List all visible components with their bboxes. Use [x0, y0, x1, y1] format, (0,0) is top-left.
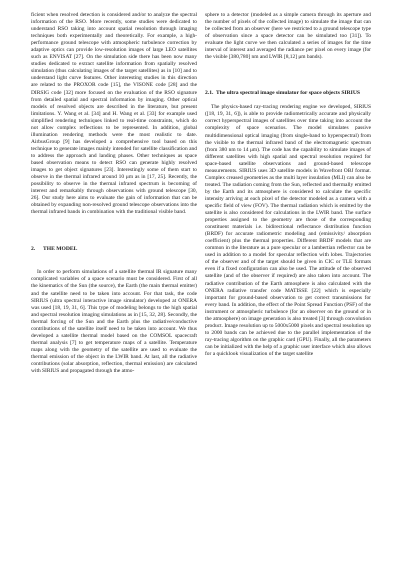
section-2-number: 2. — [31, 246, 36, 253]
left-column — [31, 12, 197, 375]
right-paragraph-2: The physics-based ray-tracing rendering engine we developed, SIRIUS ([18, 19, 31, 6]), is able to provide radiometrically accurate and physically correct hyperspectral images of satellites over time taking into account the complexity of space scenarios. The model simulates passive multidimensional optical imaging (from single-band to hyperspectral) from the visible to the thermal infrared band of the electromagnetic spectrum (from 380 nm to 14 μm). The code has the capability to simulate images of different satellites with high spatial and spectral resolution required for space-based satellite observations and ground-based telescope measurements. SIRIUS uses 3D satellite models in Wavefront OBJ format. Complex creased geometries as the multi layer insulation (MLI) can also be treated. The radiation coming from the Sun, reflected and thermally emitted by the Earth and its atmosphere is considered to calculate the specific intensity arriving at each pixel of the detector modeled as a camera with a specific field of view (FOV). The thermal radiation which is emitted by the satellite is also considered for calculations in the LWIR band. The surface properties assigned to the geometry are those of the corresponding constituent materials i.e. bidirectional reflectance distribution function (BRDF) for accurate radiometric modeling and (emissivity/ absorption coefficient) plus the thermal properties. Different BRDF models that are common in the literature as a pure specular or a lambertian reflector can be used in addition to a model for specular reflection with lobes. Trajectories of the observer and of the target should be given in CIC or TLE formats even if a fixed configuration can also be used. The attitude of the observed satellite (and of the observer if required) are also taken into account. The radiative contribution of the Earth atmosphere is also calculated with the ONERA radiative transfer code MATISSE [22] which is especially important for ground-based observation to get correct transmissions for every band. In addition, the effect of the Point Spread Function (PSF) of the instrument or atmospheric turbulence (for an observer on the ground or in the atmosphere) on image generation is also treated [3] through convolution product. Image resolution up to 5000x5000 pixels and spectral resolution up to 2000 bands can be achieved due to the parallel implementation of the ray-tracing algorithm on the graphic card (GPU). Finally, all the parameters can be initialized with the help of a graphic user interface which also allows for a quicklook visualization of the target satellite — [205, 104, 371, 357]
section-2-heading — [31, 246, 197, 253]
right-paragraph-1: sphere to a detector (modeled as a simple camera through its aperture and the number of pixels of the collected image) to simulate the image that can be collected from an observer (here we restricted to a ground telescope type of observation since a space detector can be simulated too [31]). To evaluate the light curve we then calculated a series of images for the time interval of interest and averaged the radiance per pixel on every image (for the visible [380,780] nm and LWIR [8,12] μm bands). — [205, 12, 371, 61]
section-2-title: THE MODEL — [43, 246, 78, 253]
left-paragraph-1: ficient when resolved detection is considered and/or to analyze the spectral information of the RSO. More recently, some studies were dedicated to understand RSO taking into account spatial resolution through imaging techniques both experimentally and theoretically. For example, a high-performance ground telescope with atmospheric turbulence correction by adaptive optics can provide low-resolution images of large LEO satellites such as ENVISAT [27]. On the simulation side there has been now many studies dedicated to extract satellite information from spatially resolved simulation (thus calculating images of the target satellites) as in [10] and to understand light curve features. Other interesting studies in this direction are related to the PROXOR code [15], the VISONE code [28] and the DIRSIG code [32] more focused on the evaluation of the RSO signature from detailed spatial and spectral information by imaging. Other optical models of resolved objects are described in the literature, but present limitations. Y. Wang et al. [34] and H. Wang et al. [33] for example used simplified rendering techniques linked to real-time constraints, which do not allow complex reflections to be represented. In addition, global illumination rendering methods were the most realistic to date. AirbusGroup [9] has developed a comprehensive tool based on this technique to generate images mainly intended for satellite classification and to address the approach and landing phases. Other techniques as space based observation means to detect RSO can generate highly resolved images to get object signatures [23]. Interestingly some of them start to observe in the thermal infrared around 10 μm as in [17, 25]. Recently, the possibility to observe in the thermal infrared spectrum is becoming of interest and remarkably through observations with ground telescope [30, 26]. Our study here aims to evaluate the gain of information that can be obtained by expanding non-resolved ground telescope observations into the thermal infrared bands in combination with the traditional visible band. — [31, 12, 197, 216]
section-2-1-title: The ultra spectral image simulator for space objects SIRIUS — [216, 90, 360, 97]
right-column — [205, 12, 371, 358]
section-2-1-number: 2.1. — [205, 90, 214, 97]
section-2-1-heading — [205, 90, 371, 97]
left-paragraph-2: In order to perform simulations of a satellite thermal IR signature many complicated variables of a space scenario must be considered. First of all the kinematics of the Sun (the source), the Earth (the main thermal emitter) and the satellite need to be taken into account. For that task, the code SIRIUS (ultra spectral interactive image simulator) developed at ONERA was used [18, 19, 31, 6]. This type of modeling belongs to the high spatial and spectral resolution imaging simulations as in [15, 32, 28]. Secondly, the thermal forcing of the Sun and the Earth plus the radiative/conductive contributions of the satellite itself need to be taken into account. We thus developed a satellite thermal model based on the COMSOL spacecraft thermal analysis [7] to get temperature maps of a satellite. Temperature maps along with the geometry of the satellite are used to evaluate the thermal emission of the object in the LWIR band. At last, all the radiative contributions (solar absorption, reflection, thermal emission) are calculated with SIRIUS and propagated through the atmo- — [31, 269, 197, 375]
